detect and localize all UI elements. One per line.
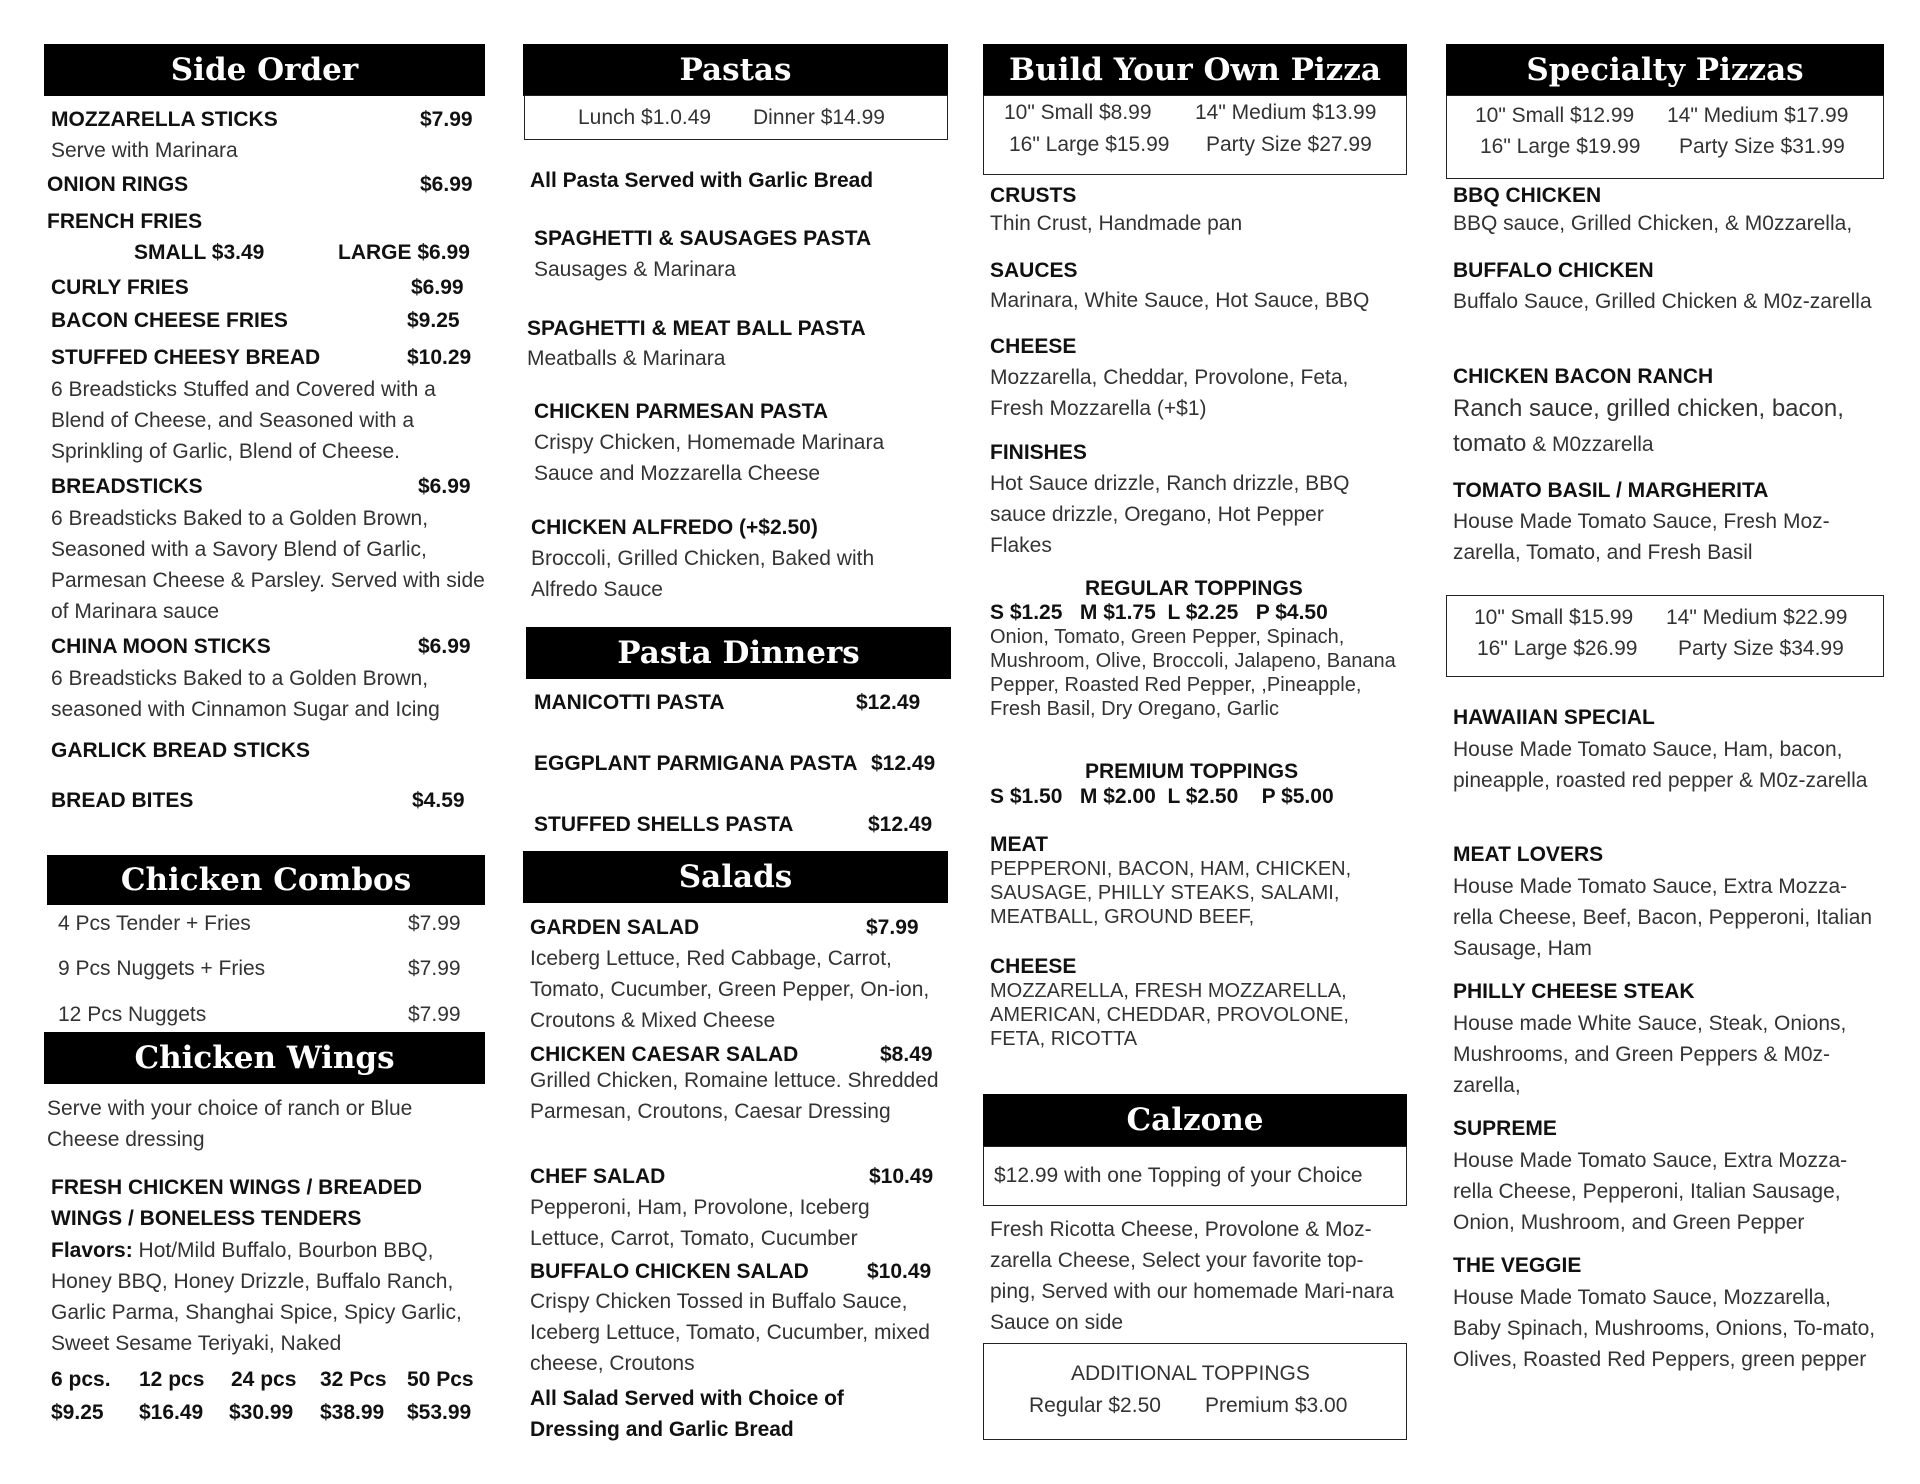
pastas-header: Pastas (523, 44, 948, 96)
wings-size-3: 24 pcs (231, 1368, 297, 1391)
crusts-list: Thin Crust, Handmade pan (990, 212, 1243, 235)
wings-name-line-2: WINGS / BONELESS TENDERS (51, 1207, 362, 1230)
specialty-large-price: 16" Large $19.99 (1480, 135, 1641, 158)
curly-fries-price: $6.99 (411, 276, 464, 299)
wings-size-2: 12 pcs (139, 1368, 205, 1391)
specialty-3-name: CHICKEN BACON RANCH (1453, 365, 1714, 388)
combo-item-1-name: 4 Pcs Tender + Fries (58, 912, 251, 935)
combo-item-3-price: $7.99 (408, 1003, 461, 1026)
pasta-dinner-1-price: $12.49 (856, 691, 921, 714)
bacon-cheese-fries-name: BACON CHEESE FRIES (51, 309, 288, 332)
pasta-dinner-3-name: STUFFED SHELLS PASTA (534, 813, 794, 836)
breadsticks-price: $6.99 (418, 475, 471, 498)
pasta-item-4-desc: Broccoli, Grilled Chicken, Baked with Alfredo Sauce (531, 547, 875, 601)
specialty-2-name: BUFFALO CHICKEN (1453, 259, 1654, 282)
specialty-small-price: 10" Small $12.99 (1475, 104, 1635, 127)
regular-toppings-list: Onion, Tomato, Green Pepper, Spinach, Mushroom, Olive, Broccoli, Jalapeno, Banana Pepper, Roasted Red Pepper, ,Pineapple, Fresh Basil, Dry Oregano, Garlic (990, 626, 1396, 720)
specialty-7-desc: House made White Sauce, Steak, Onions, Mushrooms, and Green Peppers & M0z-zarella, (1453, 1012, 1847, 1097)
premium-toppings-label: PREMIUM TOPPINGS (1085, 760, 1299, 783)
calzone-desc: Fresh Ricotta Cheese, Provolone & Moz-zarella Cheese, Select your favorite top-ping, Served with our homemade Mari-nara Sauce on side (990, 1218, 1394, 1334)
salad-1-price: $7.99 (866, 916, 919, 939)
specialty-medium-price: 14" Medium $17.99 (1667, 104, 1849, 127)
specialty-large-price-2: 16" Large $26.99 (1477, 637, 1638, 660)
bacon-cheese-fries-price: $9.25 (407, 309, 460, 332)
breadsticks-desc: 6 Breadsticks Baked to a Golden Brown, Seasoned with a Savory Blend of Garlic, Parmesan Cheese & Parsley. Served with side of Marinara sauce (51, 507, 485, 623)
pasta-dinner-3-price: $12.49 (868, 813, 933, 836)
pasta-dinner-2-name: EGGPLANT PARMIGANA PASTA (534, 752, 858, 775)
salad-3-desc: Pepperoni, Ham, Provolone, Iceberg Lettuce, Carrot, Tomato, Cucumber (530, 1196, 870, 1250)
pastas-lunch-price: Lunch $1.0.49 (578, 106, 712, 129)
pasta-dinner-2-price: $12.49 (871, 752, 936, 775)
meat-label: MEAT (990, 833, 1048, 856)
specialty-pizzas-header: Specialty Pizzas (1446, 44, 1884, 96)
china-moon-sticks-name: CHINA MOON STICKS (51, 635, 271, 658)
sauces-label: SAUCES (990, 259, 1078, 282)
byo-large-price: 16" Large $15.99 (1009, 133, 1170, 156)
specialty-party-price: Party Size $31.99 (1679, 135, 1845, 158)
mozzarella-sticks-price: $7.99 (420, 108, 473, 131)
cheese-toppings-list: MOZZARELLA, FRESH MOZZARELLA, AMERICAN, CHEDDAR, PROVOLONE, FETA, RICOTTA (990, 980, 1349, 1050)
onion-rings-name: ONION RINGS (47, 173, 189, 196)
finishes-list: Hot Sauce drizzle, Ranch drizzle, BBQ sauce drizzle, Oregano, Hot Pepper Flakes (990, 472, 1350, 557)
cheese-label: CHEESE (990, 335, 1077, 358)
wings-name-line-1: FRESH CHICKEN WINGS / BREADED (51, 1176, 423, 1199)
wings-size-5: 50 Pcs (407, 1368, 474, 1391)
regular-toppings-prices: S $1.25 M $1.75 L $2.25 P $4.50 (990, 601, 1328, 624)
specialty-5-name: HAWAIIAN SPECIAL (1453, 706, 1655, 729)
salad-4-name: BUFFALO CHICKEN SALAD (530, 1260, 809, 1283)
calzone-price-note: $12.99 with one Topping of your Choice (994, 1164, 1363, 1187)
wings-price-1: $9.25 (51, 1401, 104, 1424)
specialty-3-desc-main: Ranch sauce, grilled chicken, bacon, tomato (1453, 395, 1844, 457)
specialty-8-desc: House Made Tomato Sauce, Extra Mozza-rella Cheese, Pepperoni, Italian Sausage, Onion, Mushroom, and Green Pepper (1453, 1149, 1848, 1234)
side-order-header: Side Order (44, 44, 485, 96)
additional-toppings-label: ADDITIONAL TOPPINGS (1071, 1362, 1310, 1385)
breadsticks-name: BREADSTICKS (51, 475, 203, 498)
specialty-4-desc: House Made Tomato Sauce, Fresh Moz-zarella, Tomato, and Fresh Basil (1453, 510, 1830, 564)
pasta-item-3-desc: Crispy Chicken, Homemade Marinara Sauce and Mozzarella Cheese (534, 431, 885, 485)
salad-3-price: $10.49 (869, 1165, 934, 1188)
calzone-header: Calzone (983, 1094, 1407, 1146)
pasta-item-1-desc: Sausages & Marinara (534, 258, 736, 281)
pasta-item-1-name: SPAGHETTI & SAUSAGES PASTA (534, 227, 872, 250)
additional-toppings-box (983, 1343, 1407, 1440)
byo-pizza-header: Build Your Own Pizza (983, 44, 1407, 96)
specialty-5-desc: House Made Tomato Sauce, Ham, bacon, pineapple, roasted red pepper & M0z-zarella (1453, 738, 1868, 792)
mozzarella-sticks-name: MOZZARELLA STICKS (51, 108, 278, 131)
pasta-item-4-name: CHICKEN ALFREDO (+$2.50) (531, 516, 818, 539)
salad-1-name: GARDEN SALAD (530, 916, 700, 939)
specialty-6-desc: House Made Tomato Sauce, Extra Mozza-rella Cheese, Beef, Bacon, Pepperoni, Italian Sausage, Ham (1453, 875, 1873, 960)
salad-4-price: $10.49 (867, 1260, 932, 1283)
wings-price-3: $30.99 (229, 1401, 294, 1424)
salad-2-name: CHICKEN CAESAR SALAD (530, 1043, 799, 1066)
meat-list: PEPPERONI, BACON, HAM, CHICKEN, SAUSAGE, PHILLY STEAKS, SALAMI, MEATBALL, GROUND BEEF, (990, 858, 1352, 928)
wings-price-2: $16.49 (139, 1401, 204, 1424)
flavors-label: Flavors: (51, 1239, 133, 1262)
specialty-4-name: TOMATO BASIL / MARGHERITA (1453, 479, 1769, 502)
bread-bites-price: $4.59 (412, 789, 465, 812)
specialty-small-price-2: 10" Small $15.99 (1474, 606, 1634, 629)
chicken-wings-header: Chicken Wings (44, 1032, 485, 1084)
stuffed-cheesy-bread-name: STUFFED CHEESY BREAD (51, 346, 321, 369)
crusts-label: CRUSTS (990, 184, 1077, 207)
byo-party-price: Party Size $27.99 (1206, 133, 1372, 156)
chicken-combos-header: Chicken Combos (47, 855, 485, 905)
wings-price-5: $53.99 (407, 1401, 472, 1424)
salad-4-desc: Crispy Chicken Tossed in Buffalo Sauce, Iceberg Lettuce, Tomato, Cucumber, mixed cheese, Croutons (530, 1290, 930, 1375)
onion-rings-price: $6.99 (420, 173, 473, 196)
cheese-toppings-label: CHEESE (990, 955, 1077, 978)
china-moon-sticks-desc: 6 Breadsticks Baked to a Golden Brown, seasoned with Cinnamon Sugar and Icing (51, 667, 440, 721)
specialty-party-price-2: Party Size $34.99 (1678, 637, 1844, 660)
pasta-item-2-desc: Meatballs & Marinara (527, 347, 726, 370)
cheese-list: Mozzarella, Cheddar, Provolone, Feta, Fresh Mozzarella (+$1) (990, 366, 1349, 420)
specialty-7-name: PHILLY CHEESE STEAK (1453, 980, 1695, 1003)
pasta-dinner-1-name: MANICOTTI PASTA (534, 691, 725, 714)
wings-size-1: 6 pcs. (51, 1368, 111, 1391)
wings-price-4: $38.99 (320, 1401, 385, 1424)
pasta-item-3-name: CHICKEN PARMESAN PASTA (534, 400, 829, 423)
salad-note: All Salad Served with Choice of Dressing and Garlic Bread (530, 1387, 844, 1441)
combo-item-3-name: 12 Pcs Nuggets (58, 1003, 207, 1026)
salad-2-price: $8.49 (880, 1043, 933, 1066)
flavors-list: Hot/Mild Buffalo, Bourbon BBQ, Honey BBQ, Honey Drizzle, Buffalo Ranch, Garlic Parma, Shanghai Spice, Spicy Garlic, Sweet Sesame Teriyaki, Naked (51, 1239, 462, 1355)
premium-toppings-prices: S $1.50 M $2.00 L $2.50 P $5.00 (990, 785, 1334, 808)
specialty-8-name: SUPREME (1453, 1117, 1557, 1140)
french-fries-name: FRENCH FRIES (47, 210, 203, 233)
specialty-9-desc: House Made Tomato Sauce, Mozzarella, Baby Spinach, Mushrooms, Onions, To-mato, Olives, Roasted Red Peppers, green pepper (1453, 1286, 1876, 1371)
sauces-list: Marinara, White Sauce, Hot Sauce, BBQ (990, 289, 1370, 312)
china-moon-sticks-price: $6.99 (418, 635, 471, 658)
stuffed-cheesy-bread-price: $10.29 (407, 346, 472, 369)
wings-size-4: 32 Pcs (320, 1368, 387, 1391)
curly-fries-name: CURLY FRIES (51, 276, 189, 299)
wings-flavors (51, 1235, 491, 1359)
french-fries-large: LARGE $6.99 (338, 241, 470, 264)
salad-1-desc: Iceberg Lettuce, Red Cabbage, Carrot, Tomato, Cucumber, Green Pepper, On-ion, Croutons & Mixed Cheese (530, 947, 930, 1032)
additional-premium-price: Premium $3.00 (1205, 1394, 1348, 1417)
combo-item-2-price: $7.99 (408, 957, 461, 980)
combo-item-2-name: 9 Pcs Nuggets + Fries (58, 957, 266, 980)
pasta-item-2-name: SPAGHETTI & MEAT BALL PASTA (527, 317, 866, 340)
salads-header: Salads (523, 851, 948, 903)
byo-small-price: 10" Small $8.99 (1004, 101, 1152, 124)
stuffed-cheesy-bread-desc: 6 Breadsticks Stuffed and Covered with a Blend of Cheese, and Seasoned with a Sprinkling of Garlic, Blend of Cheese. (51, 378, 436, 463)
salad-2-desc: Grilled Chicken, Romaine lettuce. Shredded Parmesan, Croutons, Caesar Dressing (530, 1069, 939, 1123)
pastas-dinner-price: Dinner $14.99 (753, 106, 885, 129)
bread-bites-name: BREAD BITES (51, 789, 194, 812)
salad-3-name: CHEF SALAD (530, 1165, 666, 1188)
combo-item-1-price: $7.99 (408, 912, 461, 935)
specialty-3-desc-tail: & M0zzarella (1526, 433, 1654, 456)
finishes-label: FINISHES (990, 441, 1087, 464)
specialty-medium-price-2: 14" Medium $22.99 (1666, 606, 1848, 629)
specialty-1-name: BBQ CHICKEN (1453, 184, 1602, 207)
mozzarella-sticks-desc: Serve with Marinara (51, 139, 238, 162)
specialty-6-name: MEAT LOVERS (1453, 843, 1604, 866)
garlick-bread-sticks-name: GARLICK BREAD STICKS (51, 739, 311, 762)
regular-toppings-label: REGULAR TOPPINGS (1085, 577, 1303, 600)
french-fries-small: SMALL $3.49 (134, 241, 265, 264)
specialty-9-name: THE VEGGIE (1453, 1254, 1582, 1277)
pasta-note: All Pasta Served with Garlic Bread (530, 169, 874, 192)
specialty-1-desc: BBQ sauce, Grilled Chicken, & M0zzarella, (1453, 212, 1853, 235)
byo-medium-price: 14" Medium $13.99 (1195, 101, 1377, 124)
specialty-2-desc: Buffalo Sauce, Grilled Chicken & M0z-zarella (1453, 290, 1872, 313)
pasta-dinners-header: Pasta Dinners (526, 627, 951, 679)
specialty-3-desc (1453, 392, 1878, 462)
additional-regular-price: Regular $2.50 (1029, 1394, 1161, 1417)
wings-intro: Serve with your choice of ranch or Blue Cheese dressing (47, 1097, 413, 1151)
